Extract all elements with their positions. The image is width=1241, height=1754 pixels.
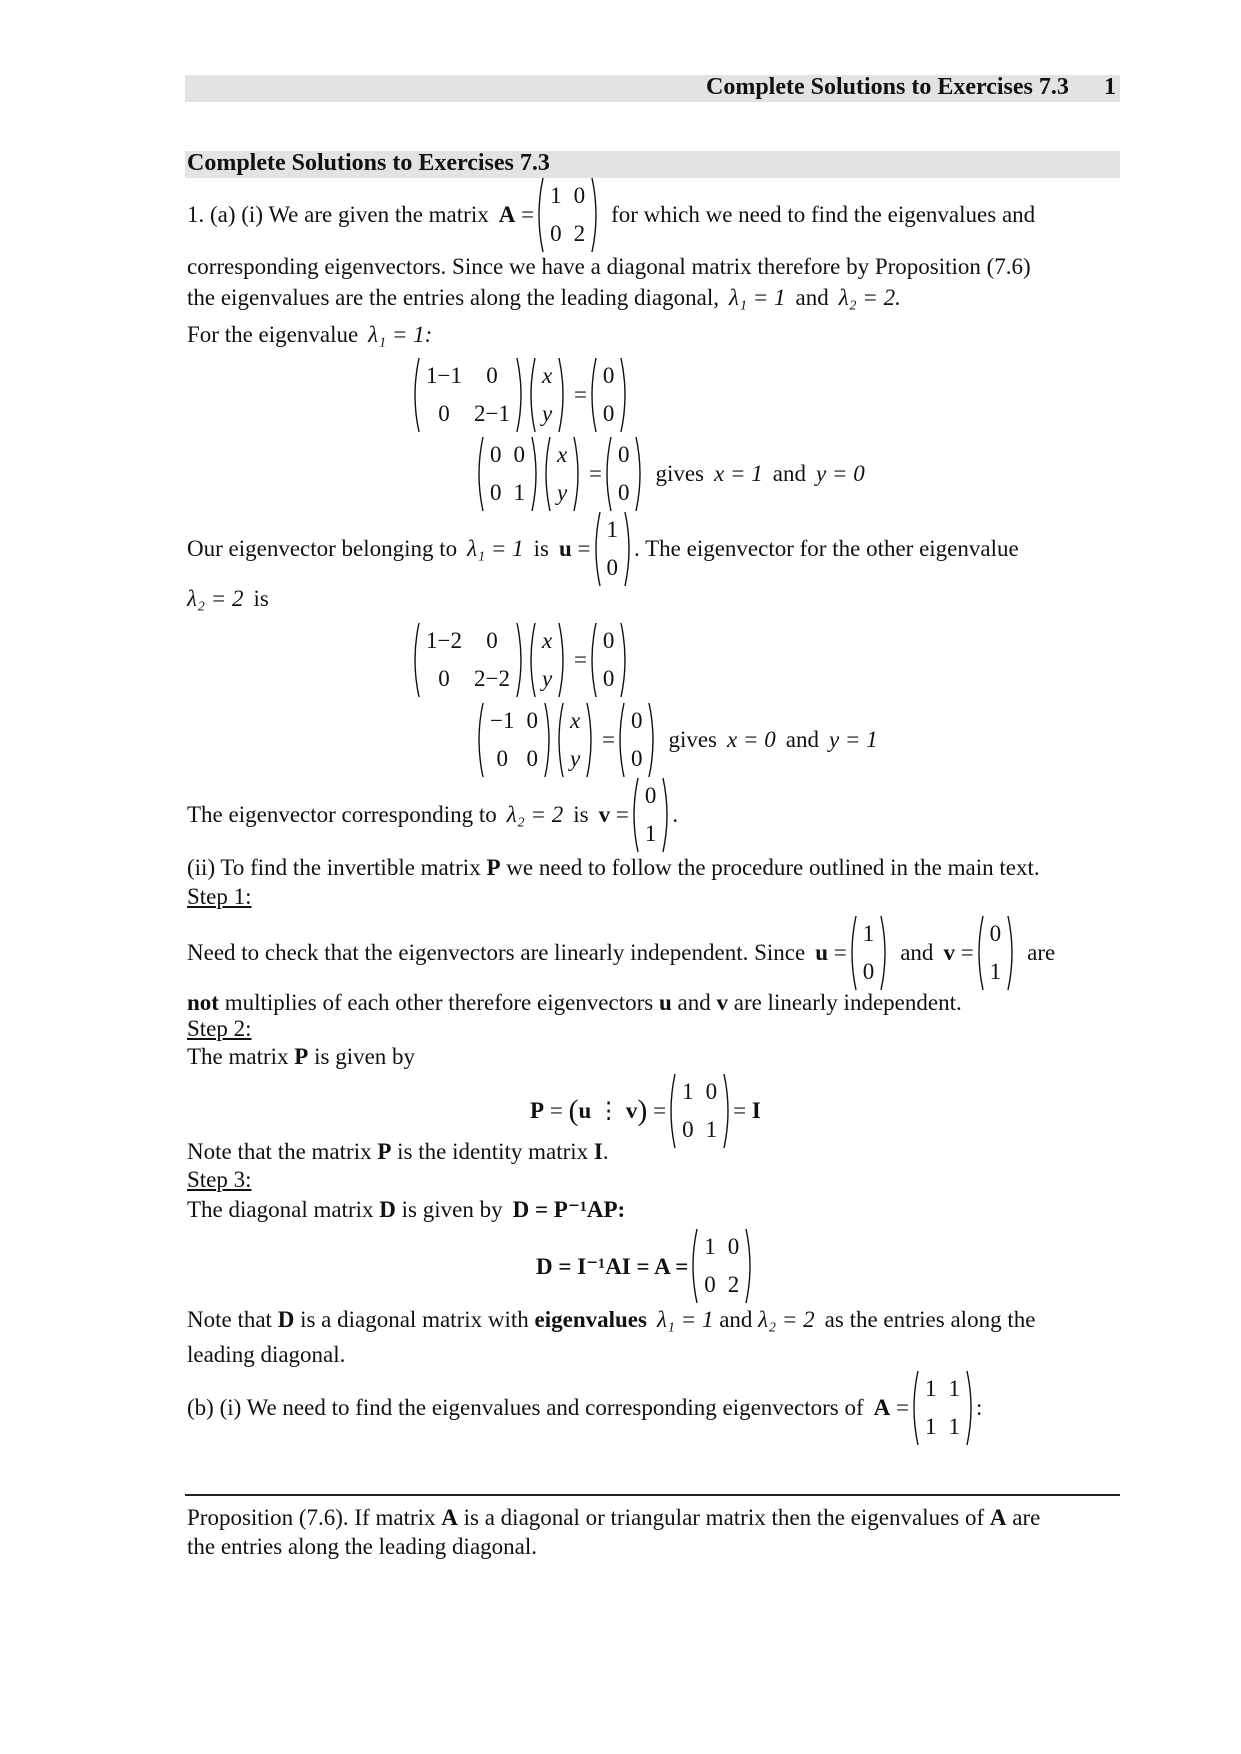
matrix-cell: 0: [602, 666, 615, 691]
vector-u: [847, 915, 891, 991]
matrix-cell: y: [541, 401, 553, 426]
matrix-cell: 1: [862, 921, 875, 946]
matrix-cell: 0: [606, 555, 619, 580]
vector-v: [629, 777, 673, 853]
matrix-cell: 2−2: [473, 666, 510, 691]
paragraph-line: not multiplies of each other therefore eigenvectors u and v are linearly independent.: [187, 990, 962, 1015]
matrix-cell: −1: [490, 708, 515, 733]
matrix-cell: 0: [490, 480, 502, 505]
matrix-cell: x: [541, 628, 553, 653]
step-heading: Step 3:: [187, 1167, 252, 1192]
matrix-cell: 1−1: [426, 363, 462, 388]
matrix-cell: 1: [644, 821, 657, 846]
paragraph-line: Note that the matrix P is the identity matrix I .: [187, 1139, 609, 1164]
matrix-cell: 0: [682, 1117, 694, 1142]
matrix-cell: 0: [617, 480, 630, 505]
paragraph-line: The matrix P is given by: [187, 1044, 416, 1069]
matrix-cell: 0: [704, 1272, 716, 1297]
paragraph-line: the eigenvalues are the entries along the leading diagonal, λ₁ = 1 and λ₂ = 2.: [187, 285, 901, 310]
paragraph-line: (b) (i) We need to find the eigenvalues and corresponding eigenvectors of A = 1 1 1 1 :: [187, 1370, 982, 1446]
matrix: [410, 622, 526, 698]
vector: [587, 622, 631, 698]
matrix-cell: y: [541, 666, 553, 691]
matrix-cell: 0: [644, 783, 657, 808]
vector-u: [591, 511, 635, 587]
paragraph-line: Need to check that the eigenvectors are linearly independent. Since u = 1 0 and v = 0 1 are: [187, 915, 1055, 991]
matrix-cell: 1: [606, 517, 619, 542]
vector: [602, 436, 646, 512]
running-title: Complete Solutions to Exercises 7.3: [706, 74, 1069, 100]
matrix-cell: 1−2: [426, 628, 462, 653]
matrix-cell: 1: [682, 1079, 694, 1104]
matrix-cell: 0: [630, 708, 643, 733]
step-heading: Step 1:: [187, 884, 252, 909]
paragraph-line: leading diagonal.: [187, 1342, 346, 1367]
step-heading: Step 2:: [187, 1016, 252, 1041]
intro-line: 1. (a) (i) We are given the matrix A = 1 0 0 2 for which we need to find the eigenvalues and: [187, 177, 1035, 253]
matrix-cell: 0: [602, 363, 615, 388]
vector: [526, 622, 568, 698]
matrix-cell: 0: [526, 708, 538, 733]
matrix-cell: x: [569, 708, 581, 733]
matrix-D: [688, 1228, 755, 1304]
paragraph-line: For the eigenvalue λ₁ = 1:: [187, 322, 433, 347]
matrix-cell: 0: [862, 959, 875, 984]
matrix-cell: 2−1: [473, 401, 510, 426]
matrix-cell: 1: [948, 1376, 960, 1401]
matrix: [410, 357, 526, 433]
page-number: 1: [1104, 74, 1116, 100]
matrix-cell: y: [557, 480, 568, 505]
equation-P: P = ( u ⋮ v ) = 1 0 0 1 = I: [530, 1073, 761, 1149]
matrix-cell: 1: [924, 1376, 937, 1401]
matrix-cell: x: [541, 363, 553, 388]
vector: [615, 702, 659, 778]
matrix-cell: 0: [486, 363, 498, 388]
matrix-cell: 0: [705, 1079, 718, 1104]
equation: 1−2 0 0 2−2 x y = 0 0: [410, 622, 630, 698]
matrix-A-b: [909, 1370, 976, 1446]
matrix-cell: 0: [490, 442, 502, 467]
matrix-cell: 1: [705, 1117, 718, 1142]
vector: [541, 436, 583, 512]
matrix-cell: 0: [573, 183, 586, 208]
matrix-cell: 2: [727, 1272, 740, 1297]
paragraph-line: corresponding eigenvectors. Since we have a diagonal matrix therefore by Proposition (7.6): [187, 254, 1031, 279]
matrix-cell: 0: [550, 221, 562, 246]
matrix-cell: 0: [438, 401, 450, 426]
matrix-cell: x: [557, 442, 568, 467]
matrix-cell: 0: [617, 442, 630, 467]
matrix-P: [666, 1073, 733, 1149]
paragraph-line: The diagonal matrix D is given by D = P⁻¹AP:: [187, 1196, 626, 1222]
footnote-line: Proposition (7.6). If matrix A is a diagonal or triangular matrix then the eigenvalues of A are: [187, 1505, 1041, 1530]
vector: [587, 357, 631, 433]
matrix-cell: 1: [989, 959, 1002, 984]
matrix-cell: 0: [486, 628, 498, 653]
section-title: Complete Solutions to Exercises 7.3: [187, 150, 550, 176]
matrix-cell: 0: [438, 666, 450, 691]
matrix-cell: 1: [513, 480, 525, 505]
paragraph-line: Note that D is a diagonal matrix with eigenvalues λ₁ = 1 and λ₂ = 2 as the entries along the: [187, 1307, 1036, 1332]
matrix-cell: 0: [496, 746, 508, 771]
matrix-A: [534, 177, 601, 253]
paragraph-line: λ₂ = 2 is: [187, 586, 269, 611]
paragraph-line: (ii) To find the invertible matrix P we need to follow the procedure outlined in the main text.: [187, 855, 1040, 880]
matrix-cell: 0: [513, 442, 525, 467]
paragraph-line: Our eigenvector belonging to λ₁ = 1 is u = 1 0 . The eigenvector for the other eigenvalue: [187, 511, 1019, 587]
vector: [526, 357, 568, 433]
vector-v: [974, 915, 1018, 991]
matrix-cell: 0: [602, 401, 615, 426]
footnote-rule: [185, 1494, 1120, 1496]
matrix-cell: 1: [948, 1414, 960, 1439]
equation: −1 0 0 0 x y = 0 0 gives x = 0 and y = 1: [474, 702, 878, 778]
matrix-cell: y: [569, 746, 581, 771]
matrix-cell: 0: [526, 746, 538, 771]
matrix-cell: 2: [573, 221, 586, 246]
matrix: [474, 702, 554, 778]
matrix-cell: 0: [630, 746, 643, 771]
matrix: [474, 436, 541, 512]
matrix-cell: 0: [989, 921, 1002, 946]
equation-D: D = I⁻¹AI = A = 1 0 0 2: [536, 1228, 755, 1304]
vector: [554, 702, 596, 778]
equation: 0 0 0 1 x y = 0 0 gives x = 1 and y = 0: [474, 436, 865, 512]
matrix-cell: 1: [704, 1234, 716, 1259]
footnote-line: the entries along the leading diagonal.: [187, 1534, 537, 1559]
matrix-cell: 0: [727, 1234, 740, 1259]
matrix-cell: 0: [602, 628, 615, 653]
matrix-cell: 1: [924, 1414, 937, 1439]
matrix-cell: 1: [550, 183, 562, 208]
paragraph-line: The eigenvector corresponding to λ₂ = 2 is v = 0 1 .: [187, 777, 678, 853]
equation: 1−1 0 0 2−1 x y = 0 0: [410, 357, 630, 433]
